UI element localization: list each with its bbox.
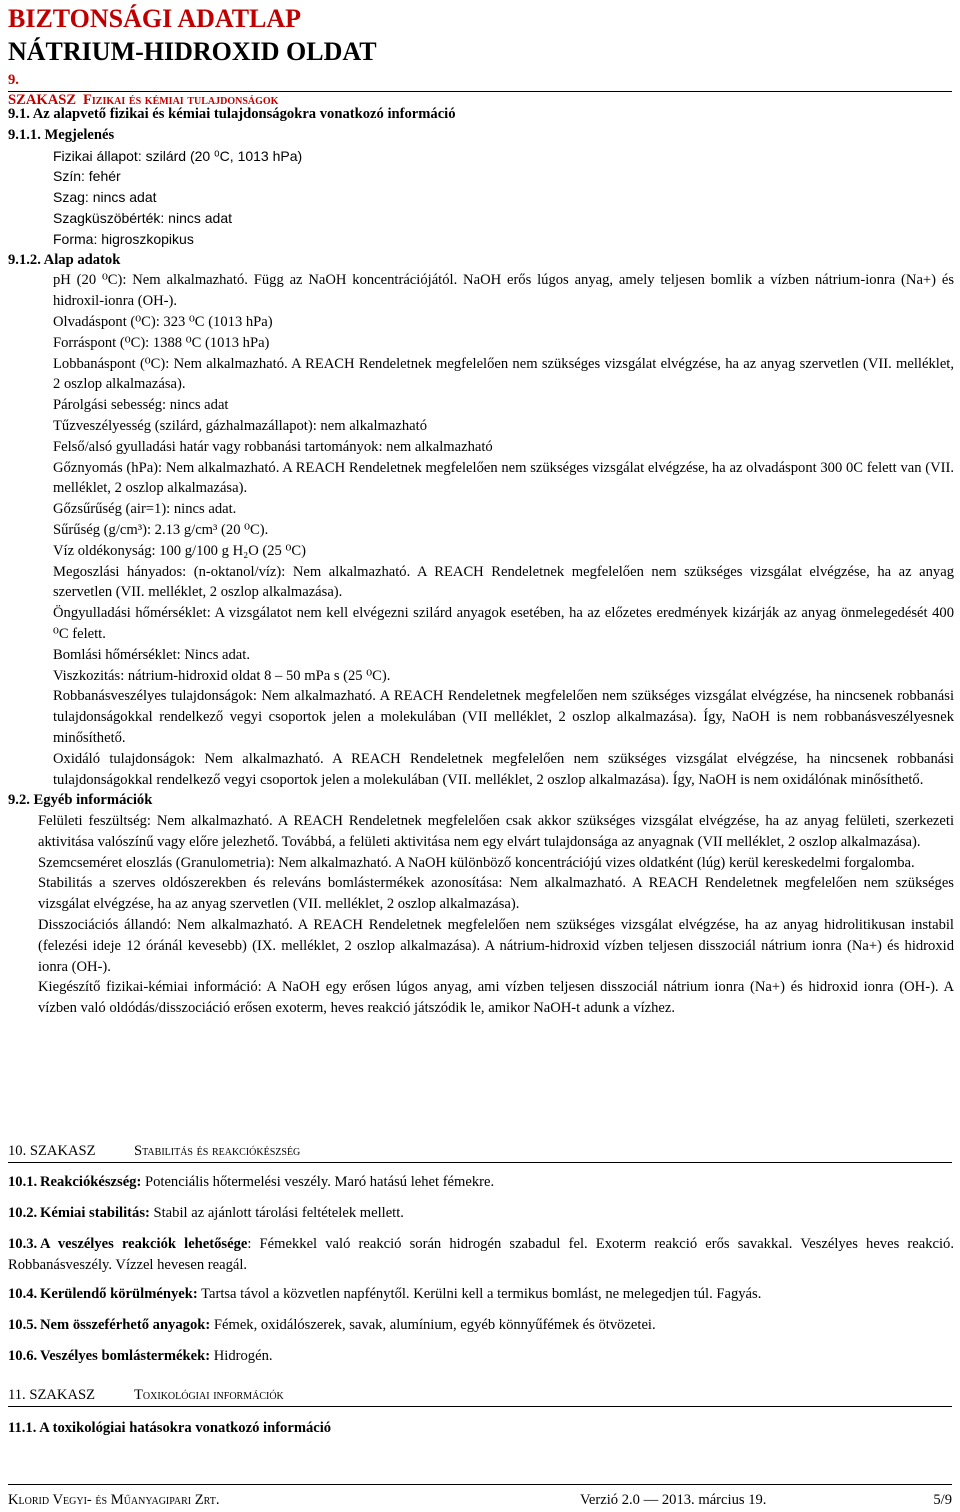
basic-flammability: Tűzveszélyesség (szilárd, gázhalmazállapot): nem alkalmazható bbox=[53, 417, 427, 434]
basic-partition-coefficient: Megoszlási hányados: (n-oktanol/víz): Nem alkalmazható. A REACH Rendeletnek megfelelően nem szükséges vizsgálat elvégzése, ha az anyag szervetlen (VII. melléklet, 2 oszlop alkalmazása). bbox=[53, 563, 954, 601]
section-9-rule bbox=[8, 91, 952, 92]
other-dissociation: Disszociációs állandó: Nem alkalmazható. A REACH Rendeletnek megfelelően nem szükséges vizsgálat elvégzése, ha az anyag hidrolitikusan instabil (felezési ideje 12 óránál kevesebb) (IX. melléklet, 2 oszlop alkalmazása). A nátrium-hidroxid vízben teljesen disszociál nátrium ionra (Na+) és hidroxid ionra (OH-). bbox=[38, 917, 954, 975]
footer-page-number: 5/9 bbox=[933, 1492, 952, 1508]
basic-ph: pH (20 ⁰C): Nem alkalmazható. Függ az NaOH koncentrációjától. NaOH erős lúgos anyag, amely teljesen bomlik a vízben nátrium-ionra (Na+) és hidroxil-ionra (OH-). bbox=[53, 272, 954, 310]
basic-explosive-properties: Robbanásveszélyes tulajdonságok: Nem alkalmazható. A REACH Rendeletnek megfelelően nem szükséges vizsgálat elvégzése, ha nincsenek robbanási tulajdonságokkal rendelkező vegyi csoportok jelen a molekulában (VII melléklet, 2 oszlop alkalmazása). Így, NaOH is nem robbanásveszélyesnek minősíthető. bbox=[53, 688, 954, 746]
subsection-11-1: 11.1. A toxikológiai hatásokra vonatkozó információ bbox=[8, 1420, 332, 1436]
incompatible-materials-item bbox=[8, 1315, 954, 1336]
reactivity-item bbox=[8, 1172, 954, 1193]
basic-melting-point: Olvadáspont (⁰C): 323 ⁰C (1013 hPa) bbox=[53, 313, 273, 330]
appearance-color: Szín: fehér bbox=[53, 168, 121, 185]
item-text: Tartsa távol a közvetlen napfénytől. Kerülni kell a termikus bomlást, ne melegedjen túl. Fagyás. bbox=[197, 1286, 762, 1302]
item-text: Potenciális hőtermelési veszély. Maró hatású lehet fémekre. bbox=[141, 1174, 495, 1190]
item-number: 10.5. bbox=[8, 1317, 38, 1333]
item-text: : Fémekkel való reakció során hidrogén szabadul fel. Exoterm reakció erős savakkal. Veszélyes heves reakció. Robbanásveszély. Vízzel hevesen reagál. bbox=[8, 1236, 954, 1273]
other-info-list bbox=[8, 811, 954, 1019]
document-title: BIZTONSÁGI ADATLAP bbox=[8, 4, 302, 33]
footer-company: Klorid Vegyi- és Műanyagipari Zrt. bbox=[8, 1492, 220, 1508]
item-text: Fémek, oxidálószerek, savak, alumínium, egyéb könnyűfémek és ötvözetei. bbox=[210, 1317, 656, 1333]
basic-solubility: Víz oldékonyság: 100 g/100 g H₂O (25 ⁰C) bbox=[53, 542, 306, 559]
other-surface-tension: Felületi feszültség: Nem alkalmazható. A REACH Rendeletnek megfelelően csak akkor szükséges vizsgálat elvégzése, ha az anyag felületi, szerkezeti aktivitása valószínű vagy előre jelezhető. Továbbá, a felületi aktivitása nem egy elvárt tulajdonsága az anyagnak (VII melléklet, 2 oszlop alkalmazása). bbox=[38, 813, 954, 850]
section-9-body bbox=[8, 104, 954, 1019]
basic-viscosity: Viszkozitás: nátrium-hidroxid oldat 8 – 50 mPa s (25 ⁰C). bbox=[53, 667, 391, 684]
section-10-number: 10. SZAKASZ bbox=[8, 1143, 96, 1159]
item-label: Kémiai stabilitás: bbox=[40, 1205, 150, 1221]
item-number: 10.3. bbox=[8, 1236, 38, 1252]
section-11-rule bbox=[8, 1406, 952, 1407]
document-subtitle: NÁTRIUM-HIDROXID OLDAT bbox=[8, 37, 377, 66]
subsection-9-1-2: 9.1.2. Alap adatok bbox=[8, 251, 121, 268]
appearance-list bbox=[8, 146, 954, 250]
section-9-title: Fizikai és kémiai tulajdonságok bbox=[83, 92, 279, 108]
item-label: Nem összeférhető anyagok: bbox=[40, 1317, 211, 1333]
basic-oxidising-properties: Oxidáló tulajdonságok: Nem alkalmazható. A REACH Rendeletnek megfelelően nem szükséges vizsgálat elvégzése, ha nincsenek robbanási tulajdonságokkal rendelkező vegyi csoportok jelen a molekulában (VII. melléklet, 2 oszlop alkalmazása). Így, NaOH is nem oxidálónak minősíthető. bbox=[53, 750, 954, 788]
appearance-form: Forma: higroszkopikus bbox=[53, 230, 194, 247]
subsection-9-1: 9.1. Az alapvető fizikai és kémiai tulajdonságokra vonatkozó információ bbox=[8, 106, 456, 122]
appearance-odour-threshold: Szagküszöbérték: nincs adat bbox=[53, 209, 232, 226]
appearance-odour: Szag: nincs adat bbox=[53, 189, 157, 206]
other-stability-solvents: Stabilitás a szerves oldószerekben és releváns bomlástermékek azonosítása: Nem alkalmazható. A REACH Rendeletnek megfelelően nem szükséges vizsgálat elvégzése, ha az anyag szervetlen (VII. melléklet, 2 oszlop alkalmazása). bbox=[38, 875, 954, 913]
section-11-number: 11. SZAKASZ bbox=[8, 1387, 96, 1403]
subsection-9-2: 9.2. Egyéb információk bbox=[8, 792, 153, 809]
basic-evaporation-rate: Párolgási sebesség: nincs adat bbox=[53, 397, 229, 414]
section-10-heading bbox=[8, 1141, 300, 1161]
basic-boiling-point: Forráspont (⁰C): 1388 ⁰C (1013 hPa) bbox=[53, 334, 270, 351]
basic-density: Sűrűség (g/cm³): 2.13 g/cm³ (20 ⁰C). bbox=[53, 521, 269, 538]
section-11-title: Toxikológiai információk bbox=[134, 1387, 284, 1403]
basic-vapour-pressure: Gőznyomás (hPa): Nem alkalmazható. A REACH Rendeletnek megfelelően nem szükséges vizsgálat elvégzése, ha az olvadáspont 300 0C felett van (VII. melléklet, 2 oszlop alkalmazása). bbox=[53, 459, 954, 497]
footer-rule bbox=[8, 1484, 952, 1485]
other-granulometry: Szemcseméret eloszlás (Granulometria): Nem alkalmazható. A NaOH különböző koncentrációjú vizes oldatként (lúg) kerül kereskedelmi forgalomba. bbox=[38, 854, 915, 871]
item-number: 10.6. bbox=[8, 1348, 38, 1364]
section-9-number: 9. SZAKASZ bbox=[8, 72, 77, 108]
other-additional: Kiegészítő fizikai-kémiai információ: A NaOH egy erősen lúgos anyag, ami vízben teljesen disszociál nátrium ionra (Na+) és hidroxid ionra (OH-). A vízben való oldódás/disszociáció erősen exoterm, heves reakció játszódik le, amikor NaOH-t adunk a vízhez. bbox=[38, 979, 954, 1017]
basic-autoignition: Öngyulladási hőmérséklet: A vizsgálatot nem kell elvégezni szilárd anyagok esetében, ha az előzetes eredmények kizárják az anyag önmelegedését 400 ⁰C felett. bbox=[53, 605, 954, 642]
section-11-heading bbox=[8, 1385, 284, 1405]
item-number: 10.4. bbox=[8, 1286, 38, 1302]
section-10-rule bbox=[8, 1162, 952, 1163]
item-text: Stabil az ajánlott tárolási feltételek mellett. bbox=[149, 1205, 404, 1221]
chemical-stability-item bbox=[8, 1203, 954, 1224]
basic-vapour-density: Gőzsűrűség (air=1): nincs adat. bbox=[53, 501, 237, 518]
decomposition-products-item bbox=[8, 1346, 954, 1367]
footer-version: Verzió 2.0 — 2013. március 19. bbox=[580, 1492, 767, 1508]
item-number: 10.1. bbox=[8, 1174, 38, 1190]
item-text: Hidrogén. bbox=[210, 1348, 273, 1364]
section-10-title: Stabilitás és reakciókészség bbox=[134, 1143, 301, 1159]
item-label: A veszélyes reakciók lehetősége bbox=[40, 1236, 248, 1252]
hazardous-reactions-item bbox=[8, 1234, 954, 1276]
basic-explosive-limits: Felső/alsó gyulladási határ vagy robbanási tartományok: nem alkalmazható bbox=[53, 438, 493, 455]
item-label: Kerülendő körülmények: bbox=[40, 1286, 198, 1302]
basic-flash-point: Lobbanáspont (⁰C): Nem alkalmazható. A REACH Rendeletnek megfelelően nem szükséges vizsgálat elvégzése, ha az anyag szervetlen (VII. melléklet, 2 oszlop alkalmazása). bbox=[53, 355, 954, 393]
item-label: Veszélyes bomlástermékek: bbox=[40, 1348, 211, 1364]
subsection-9-1-1: 9.1.1. Megjelenés bbox=[8, 126, 115, 143]
basic-decomposition: Bomlási hőmérséklet: Nincs adat. bbox=[53, 646, 250, 663]
item-number: 10.2. bbox=[8, 1205, 38, 1221]
basic-data-list bbox=[8, 270, 954, 790]
item-label: Reakciókészség: bbox=[40, 1174, 142, 1190]
appearance-state: Fizikai állapot: szilárd (20 ⁰C, 1013 hPa) bbox=[53, 147, 303, 164]
conditions-to-avoid-item bbox=[8, 1284, 954, 1305]
